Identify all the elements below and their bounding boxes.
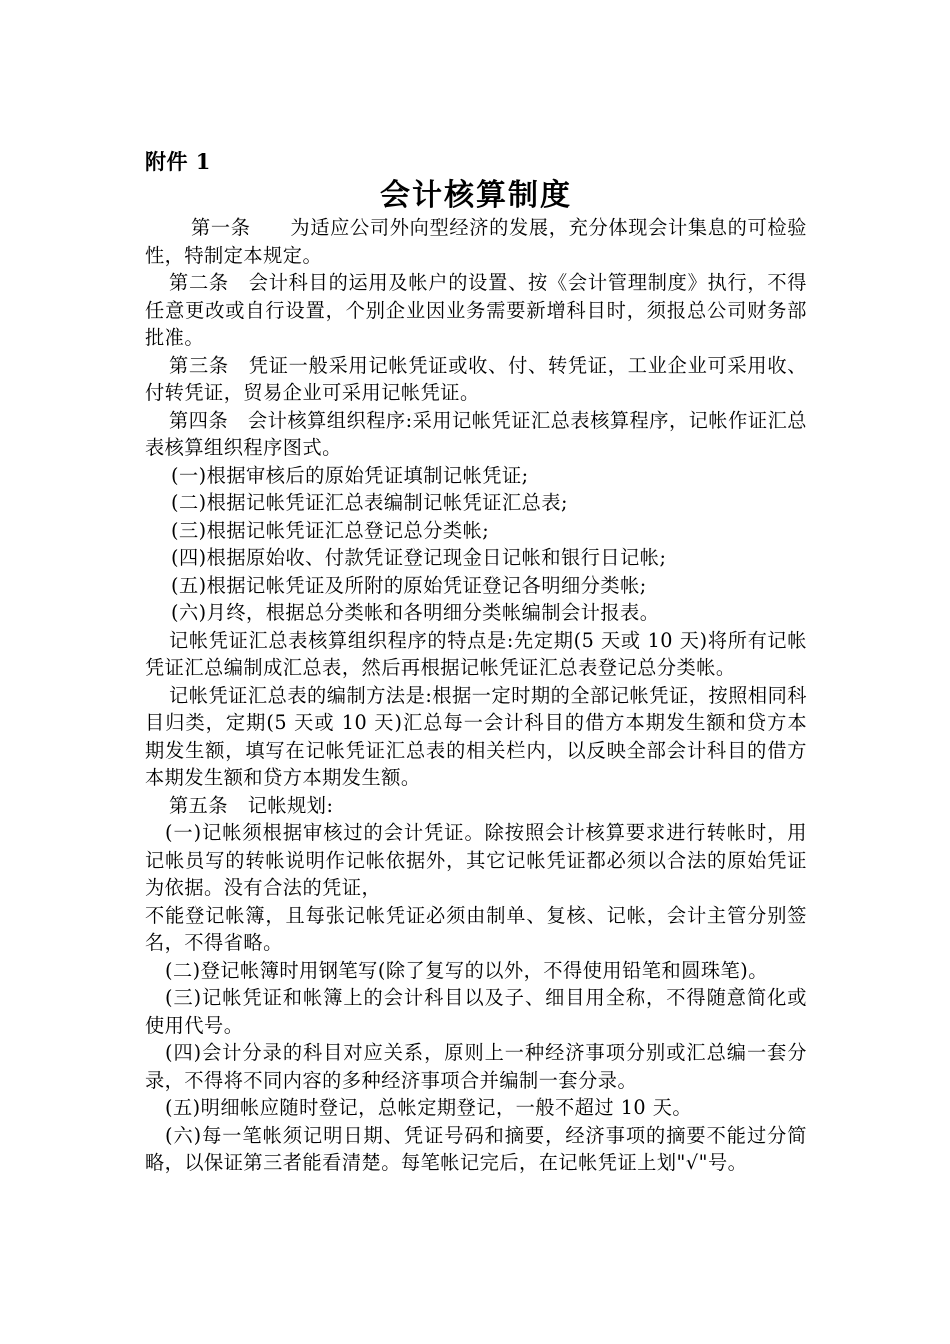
list-item: (五)明细帐应随时登记，总帐定期登记，一般不超过 10 天。 — [165, 1096, 693, 1119]
document-body — [145, 146, 807, 1177]
list-item: (五)根据记帐凭证及所附的原始凭证登记各明细分类帐; — [171, 573, 647, 597]
paragraph-article-3: 第三条 凭证一般采用记帐凭证或收、付、转凭证，工业企业可采用收、付转凭证，贸易企业可采用记帐凭证。 — [145, 353, 807, 404]
list-item: (三)根据记帐凭证汇总登记总分类帐; — [171, 518, 490, 542]
paragraph-article-2: 第二条 会计科目的运用及帐户的设置、按《会计管理制度》执行，不得任意更改或自行设置，个别企业因业务需要新增科目时，须报总公司财务部批准。 — [145, 271, 807, 349]
list-item: (二)根据记帐凭证汇总表编制记帐凭证汇总表; — [171, 491, 568, 514]
paragraph-compilation-method: 记帐凭证汇总表的编制方法是:根据一定时期的全部记帐凭证，按照相同科目归类，定期(5 天或 10 天)汇总每一会计科目的借方本期发生额和贷方本期发生额，填写在记帐凭证汇总表的相关栏内，以反映全部会计科目的借方本期发生额和贷方本期发生额。 — [145, 683, 807, 789]
list-item: (六)月终，根据总分类帐和各明细分类帐编制会计报表。 — [171, 601, 660, 624]
list-item: (三)记帐凭证和帐簿上的会计科目以及子、细目用全称，不得随意简化或使用代号。 — [145, 986, 807, 1037]
list-item: (一)记帐须根据审核过的会计凭证。除按照会计核算要求进行转帐时，用记帐员写的转帐说明作记帐依据外，其它记帐凭证都必须以合法的原始凭证为依据。没有合法的凭证， — [145, 821, 807, 899]
list-item: (四)根据原始收、付款凭证登记现金日记帐和银行日记帐; — [171, 546, 667, 569]
list-item: (二)登记帐簿时用钢笔写(除了复写的以外，不得使用铅笔和圆珠笔)。 — [165, 958, 768, 982]
list-item: (六)每一笔帐须记明日期、凭证号码和摘要，经济事项的摘要不能过分简略，以保证第三者能看清楚。每笔帐记完后，在记帐凭证上划"√"号。 — [145, 1123, 807, 1174]
list-item: (四)会计分录的科目对应关系，原则上一种经济事项分别或汇总编一套分录，不得将不同内容的多种经济事项合并编制一套分录。 — [145, 1041, 807, 1092]
document-title: 会计核算制度 — [380, 178, 572, 213]
list-item: (一)根据审核后的原始凭证填制记帐凭证; — [171, 463, 529, 487]
paragraph-continuation: 不能登记帐簿，且每张记帐凭证必须由制单、复核、记帐，会计主管分别签名，不得省略。 — [145, 903, 807, 954]
paragraph-article-1: 第一条 为适应公司外向型经济的发展，充分体现会计集息的可检验性，特制定本规定。 — [145, 216, 807, 267]
paragraph-procedure-features: 记帐凭证汇总表核算组织程序的特点是:先定期(5 天或 10 天)将所有记帐凭证汇总编制成汇总表，然后再根据记帐凭证汇总表登记总分类帐。 — [145, 628, 807, 679]
attachment-label: 附件 1 — [145, 149, 211, 174]
paragraph-article-4: 第四条 会计核算组织程序:采用记帐凭证汇总表核算程序，记帐作证汇总表核算组织程序图式。 — [145, 408, 807, 459]
paragraph-article-5: 第五条 记帐规划: — [169, 793, 334, 817]
